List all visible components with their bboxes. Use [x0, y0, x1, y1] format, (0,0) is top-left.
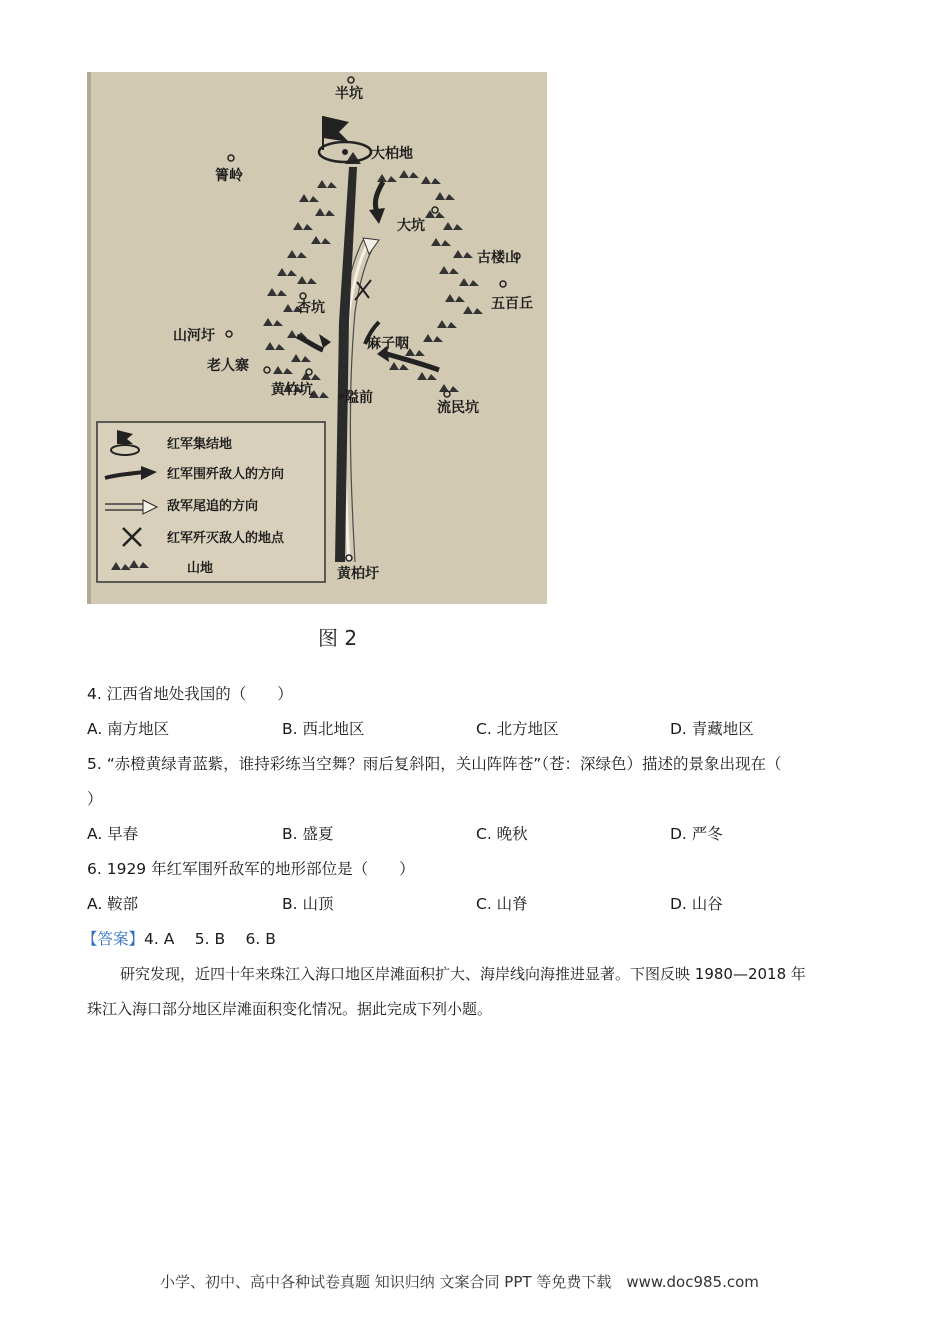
figure-caption: 图 2	[318, 626, 358, 650]
question-6-stem: 6. 1929 年红军围歼敌军的地形部位是（ ）	[87, 860, 415, 878]
label-longqian: 隘前	[345, 390, 373, 406]
question-4-option-c: C. 北方地区	[476, 720, 559, 738]
question-4-option-d: D. 青藏地区	[670, 720, 754, 738]
question-5-option-a: A. 早春	[87, 825, 139, 843]
question-5-stem: 5. “赤橙黄绿青蓝紫，谁持彩练当空舞？雨后复斜阳，关山阵阵苍”（苍：深绿色）描述的景象出现在（	[87, 755, 782, 773]
question-4-stem: 4. 江西省地处我国的（ ）	[87, 685, 293, 703]
question-5-option-d: D. 严冬	[670, 825, 723, 843]
label-wubaiqiu: 五百丘	[491, 296, 533, 312]
question-5-option-b: B. 盛夏	[282, 825, 334, 843]
legend-label-4: 山地	[187, 561, 214, 576]
label-dakeng: 大坑	[397, 218, 425, 234]
question-4-option-b: B. 西北地区	[282, 720, 365, 738]
label-dabodi: 大柏地	[371, 146, 413, 162]
label-huangzhukeng: 黄竹坑	[271, 382, 313, 398]
question-6-option-d: D. 山谷	[670, 895, 723, 913]
answer-tag: 【答案】	[82, 930, 145, 948]
answer-line	[82, 929, 276, 949]
label-shanhexu: 山河圩	[173, 328, 215, 344]
question-6-option-b: B. 山顶	[282, 895, 334, 913]
answer-text: 4. A 5. B 6. B	[144, 930, 276, 948]
question-5-option-c: C. 晚秋	[476, 825, 528, 843]
legend-label-1: 红军围歼敌人的方向	[167, 467, 285, 482]
legend-label-2: 敌军尾追的方向	[167, 499, 259, 514]
map-figure	[87, 72, 547, 604]
map-legend	[97, 422, 325, 582]
label-bankeng: 半坑	[335, 86, 363, 102]
question-5-stem-continued: ）	[87, 790, 103, 808]
label-gulou: 古楼山	[477, 250, 519, 266]
intro-paragraph-line-1: 研究发现，近四十年来珠江入海口地区岸滩面积扩大、海岸线向海推进显著。下图反映 1980—2018 年	[120, 965, 806, 983]
map-image	[87, 72, 547, 604]
legend-label-0: 红军集结地	[167, 437, 233, 452]
label-laorenzhai: 老人寨	[207, 358, 249, 374]
legend-label-3: 红军歼灭敌人的地点	[167, 531, 285, 546]
label-huangboxu: 黄柏圩	[337, 566, 379, 582]
page-footer: 小学、初中、高中各种试卷真题 知识归纳 文案合同 PPT 等免费下载 www.doc985.com	[160, 1273, 759, 1291]
label-xingkeng: 杏坑	[297, 300, 325, 316]
label-mazinao: 麻子咽	[367, 336, 409, 352]
question-6-option-c: C. 山脊	[476, 895, 528, 913]
label-jianling: 箐岭	[215, 168, 243, 184]
question-4-option-a: A. 南方地区	[87, 720, 170, 738]
intro-paragraph-line-2: 珠江入海口部分地区岸滩面积变化情况。据此完成下列小题。	[87, 1000, 493, 1018]
label-liuminkeng: 流民坑	[437, 400, 479, 416]
question-6-option-a: A. 鞍部	[87, 895, 139, 913]
